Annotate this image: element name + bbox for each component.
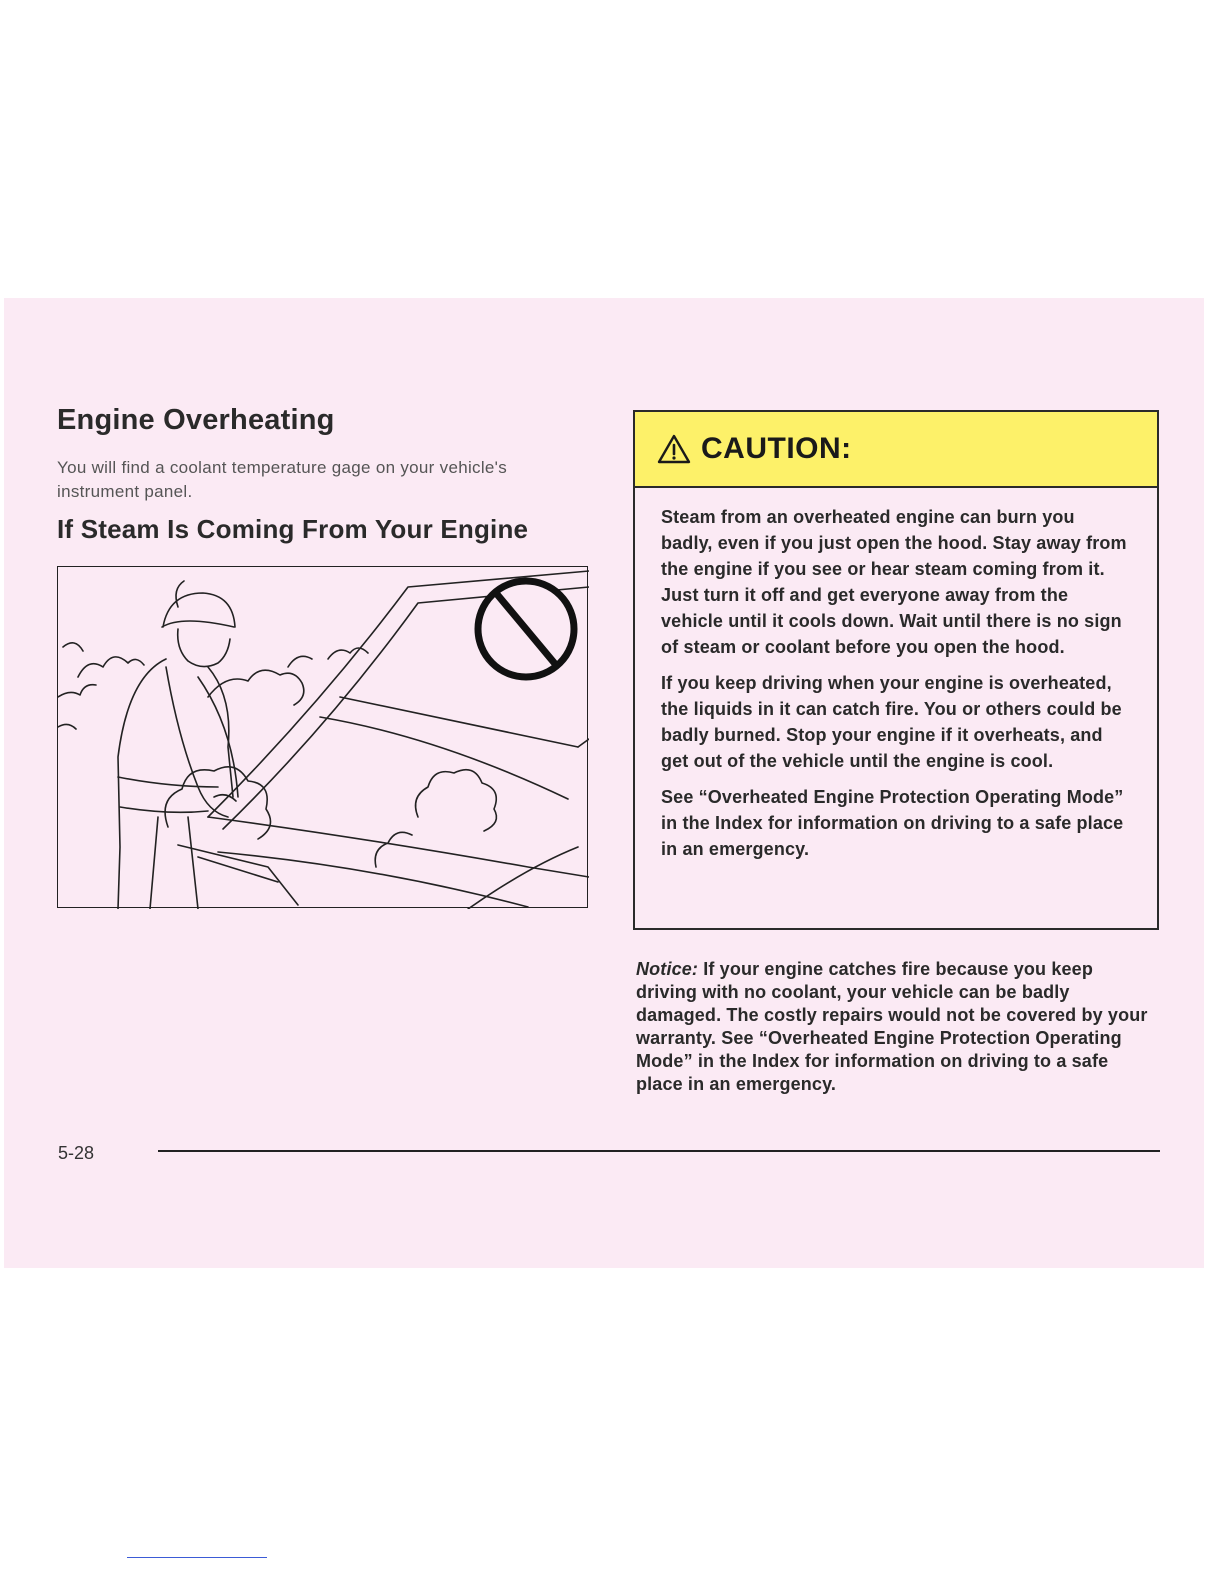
page-number: 5-28 [58,1143,95,1163]
subsection-title: If Steam Is Coming From Your Engine [57,514,529,544]
notice-paragraph [636,958,1156,1096]
notice-label: Notice: [636,959,699,979]
caution-paragraph: Steam from an overheated engine can burn you badly, even if you just open the hood. Stay away from the engine if you see or hear steam coming from it. Just turn it off and get everyone away from the vehicle until it cools down. Wait until there is no sign of steam or coolant before you open the hood. [661,507,1127,657]
bottom-link-underline[interactable] [127,1557,267,1558]
caution-paragraph: See “Overheated Engine Protection Operating Mode” in the Index for information on driving to a safe place in an emergency. [661,787,1124,859]
caution-box [633,410,1159,930]
caution-body [635,488,1157,862]
caution-header [635,412,1157,488]
footer-rule [158,1150,1160,1152]
caution-title: CAUTION: [701,432,852,465]
intro-text: You will find a coolant temperature gage on your vehicle's instrument panel. [57,458,508,501]
illustration-drawing [58,567,589,909]
caution-paragraph: If you keep driving when your engine is overheated, the liquids in it can catch fire. You or others could be badly burned. Stop your engine if it overheats, and get out of the vehicle until the engine is cool. [661,673,1122,771]
warning-triangle-icon [657,433,691,465]
section-title: Engine Overheating [57,404,335,436]
engine-steam-illustration [57,566,588,908]
notice-text: If your engine catches fire because you keep driving with no coolant, your vehicle can be badly damaged. The costly repairs would not be covered by your warranty. See “Overheated Engine Protection Operating Mode” in the Index for information on driving to a safe place in an emergency. [636,959,1148,1094]
prohibition-icon [478,581,574,677]
